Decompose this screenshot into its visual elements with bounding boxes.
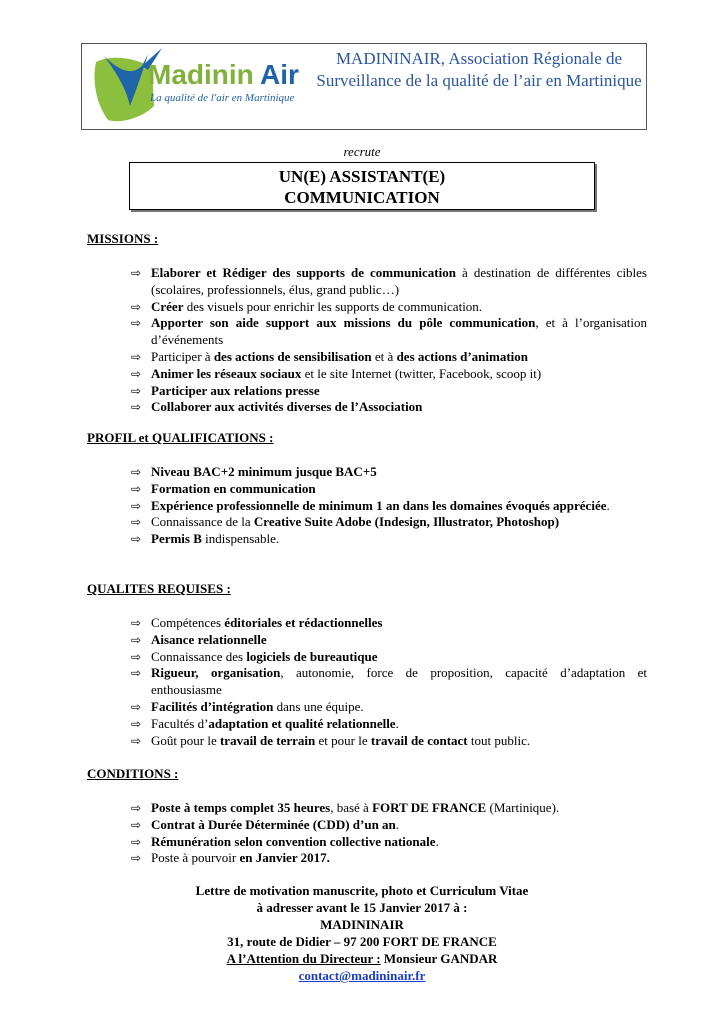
item-text: Facilités d’intégration	[151, 698, 274, 714]
item-text: Compétences	[151, 615, 225, 630]
item-text: Formation en communication	[151, 480, 316, 496]
arrow-right-icon: ⇨	[131, 299, 142, 314]
missions-section	[87, 231, 647, 416]
item-text: travail de contact	[370, 732, 468, 748]
item-text: Niveau BAC+2 minimum jusque BAC+5	[151, 464, 377, 479]
missions-item	[87, 366, 647, 383]
item-text: Creative Suite Adobe (Indesign, Illustrator, Photoshop)	[253, 514, 560, 530]
arrow-right-icon: ⇨	[131, 851, 142, 866]
footer-address: 31, route de Didier – 97 200 FORT DE FRANCE	[227, 934, 497, 949]
item-text: Permis B	[151, 531, 202, 547]
item-text: .	[395, 715, 399, 731]
item-text: Poste à temps complet 35 heures	[151, 800, 331, 815]
item-text: tout public.	[467, 732, 531, 748]
conditions-item	[87, 800, 647, 817]
arrow-right-icon: ⇨	[131, 616, 142, 630]
qualites-item	[87, 733, 647, 750]
item-text: Contrat à Durée Déterminée (CDD) d’un an	[151, 816, 396, 832]
footer-attention	[0, 950, 724, 967]
missions-item	[87, 299, 647, 316]
org-title: MADININAIR, Association Régionale de Surveillance de la qualité de l’air en Martinique	[316, 49, 642, 90]
qualites-item	[87, 649, 647, 666]
item-text: Participer aux relations presse	[151, 382, 320, 398]
conditions-section	[87, 766, 647, 867]
profil-item	[87, 514, 647, 531]
contact-email-link[interactable]: contact@madininair.fr	[298, 968, 426, 983]
missions-item	[87, 383, 647, 400]
item-text: en Janvier 2017.	[239, 850, 330, 866]
profil-title: PROFIL et QUALIFICATIONS :	[87, 430, 274, 445]
conditions-item	[87, 834, 647, 851]
arrow-right-icon: ⇨	[131, 666, 142, 681]
item-text: .	[395, 816, 400, 832]
arrow-right-icon: ⇨	[131, 498, 142, 513]
item-text: FORT DE FRANCE	[372, 800, 487, 815]
qualites-item	[87, 632, 647, 649]
item-text: , autonomie, force de proposition, capacité d’adaptation et enthousiasme	[151, 665, 648, 698]
arrow-right-icon: ⇨	[131, 465, 142, 479]
item-text: Goût pour le	[151, 732, 220, 748]
item-text: des actions de sensibilisation	[213, 348, 372, 364]
item-text: des visuels pour enrichir les supports de communication.	[183, 298, 483, 314]
item-text: Apporter son aide support aux missions du pôle communication	[151, 315, 536, 331]
job-title-box	[129, 162, 595, 210]
arrow-right-icon: ⇨	[131, 817, 142, 832]
missions-item	[87, 349, 647, 366]
profil-item	[87, 498, 647, 515]
arrow-right-icon: ⇨	[131, 266, 142, 280]
item-text: , et à l’organisation d’événements	[151, 315, 647, 348]
item-text: éditoriales et rédactionnelles	[224, 615, 383, 630]
qualites-item	[87, 716, 647, 733]
logo-word-air: Air	[260, 59, 299, 90]
qualites-item	[87, 699, 647, 716]
arrow-right-icon: ⇨	[131, 801, 142, 815]
item-text: indispensable.	[201, 531, 280, 547]
profil-item	[87, 531, 647, 548]
conditions-item	[87, 850, 647, 867]
missions-item	[87, 315, 647, 349]
item-text: Connaissance de la	[151, 514, 254, 530]
arrow-right-icon: ⇨	[131, 515, 142, 530]
footer-line2: à adresser avant le 15 Janvier 2017 à :	[256, 900, 468, 915]
item-text: travail de terrain	[219, 732, 316, 748]
arrow-right-icon: ⇨	[131, 632, 142, 647]
item-text: logiciels de bureautique	[246, 648, 378, 664]
qualites-title: QUALITES REQUISES :	[87, 581, 231, 596]
item-text: Animer les réseaux sociaux	[151, 365, 302, 381]
qualites-item	[87, 665, 647, 699]
item-text: .	[606, 497, 610, 513]
arrow-right-icon: ⇨	[131, 699, 142, 714]
arrow-right-icon: ⇨	[131, 400, 142, 415]
item-text: Facultés d’	[151, 715, 209, 731]
profil-item	[87, 464, 647, 481]
job-title-line1: UN(E) ASSISTANT(E)	[278, 167, 446, 186]
item-text: et pour le	[315, 732, 371, 748]
arrow-right-icon: ⇨	[131, 834, 142, 849]
conditions-item	[87, 817, 647, 834]
arrow-right-icon: ⇨	[131, 366, 142, 381]
arrow-right-icon: ⇨	[131, 316, 142, 331]
item-text: Aisance relationnelle	[151, 631, 267, 647]
arrow-right-icon: ⇨	[131, 733, 142, 748]
header-box	[81, 43, 647, 130]
item-text: à destination de différentes cibles (scolaires, professionnels, élus, grand public…)	[151, 265, 647, 297]
item-text: Expérience professionnelle de minimum 1 an dans les domaines évoqués appréciée	[151, 497, 607, 513]
conditions-list	[87, 800, 647, 867]
item-text: Rémunération selon convention collective nationale	[151, 833, 436, 849]
arrow-right-icon: ⇨	[131, 532, 142, 547]
footer-director: Monsieur GANDAR	[380, 951, 498, 966]
logo-tagline: La qualité de l'air en Martinique	[150, 92, 295, 104]
missions-item	[87, 265, 647, 299]
application-footer	[0, 882, 724, 984]
item-text: dans une équipe.	[273, 698, 364, 714]
item-text: adaptation et qualité relationnelle	[208, 715, 396, 731]
footer-line1: Lettre de motivation manuscrite, photo et Curriculum Vitae	[195, 883, 529, 898]
missions-item	[87, 399, 647, 416]
item-text: et le site Internet (twitter, Facebook, scoop it)	[301, 365, 542, 381]
item-text: Elaborer et Rédiger des supports de communication	[151, 265, 456, 280]
profil-item	[87, 481, 647, 498]
qualites-list	[87, 615, 647, 749]
footer-attention-label: A l’Attention du Directeur :	[226, 951, 381, 966]
qualites-item	[87, 615, 647, 632]
conditions-title: CONDITIONS :	[87, 766, 179, 781]
arrow-right-icon: ⇨	[131, 383, 142, 398]
profil-section	[87, 430, 647, 548]
profil-list	[87, 464, 647, 548]
item-text: .	[435, 833, 439, 849]
arrow-right-icon: ⇨	[131, 716, 142, 731]
item-text: et à	[371, 348, 397, 364]
missions-list	[87, 265, 647, 416]
item-text: (Martinique).	[486, 800, 560, 815]
item-text: Participer à	[151, 348, 214, 364]
arrow-right-icon: ⇨	[131, 649, 142, 664]
item-text: Collaborer aux activités diverses de l’Association	[151, 399, 423, 415]
arrow-right-icon: ⇨	[131, 349, 142, 364]
recrute-label: recrute	[343, 144, 381, 159]
madininair-logo	[82, 44, 312, 129]
item-text: Poste à pourvoir	[151, 850, 240, 866]
missions-title: MISSIONS :	[87, 231, 159, 246]
job-title-line2: COMMUNICATION	[284, 188, 440, 207]
logo-word-madinin: Madinin	[148, 59, 254, 90]
footer-org: MADININAIR	[320, 917, 404, 932]
item-text: , basé à	[330, 800, 373, 815]
arrow-right-icon: ⇨	[131, 481, 142, 496]
item-text: Créer	[151, 298, 184, 314]
qualites-section	[87, 581, 647, 749]
item-text: Rigueur, organisation	[151, 665, 281, 681]
item-text: Connaissance des	[151, 648, 247, 664]
item-text: des actions d’animation	[396, 348, 529, 364]
